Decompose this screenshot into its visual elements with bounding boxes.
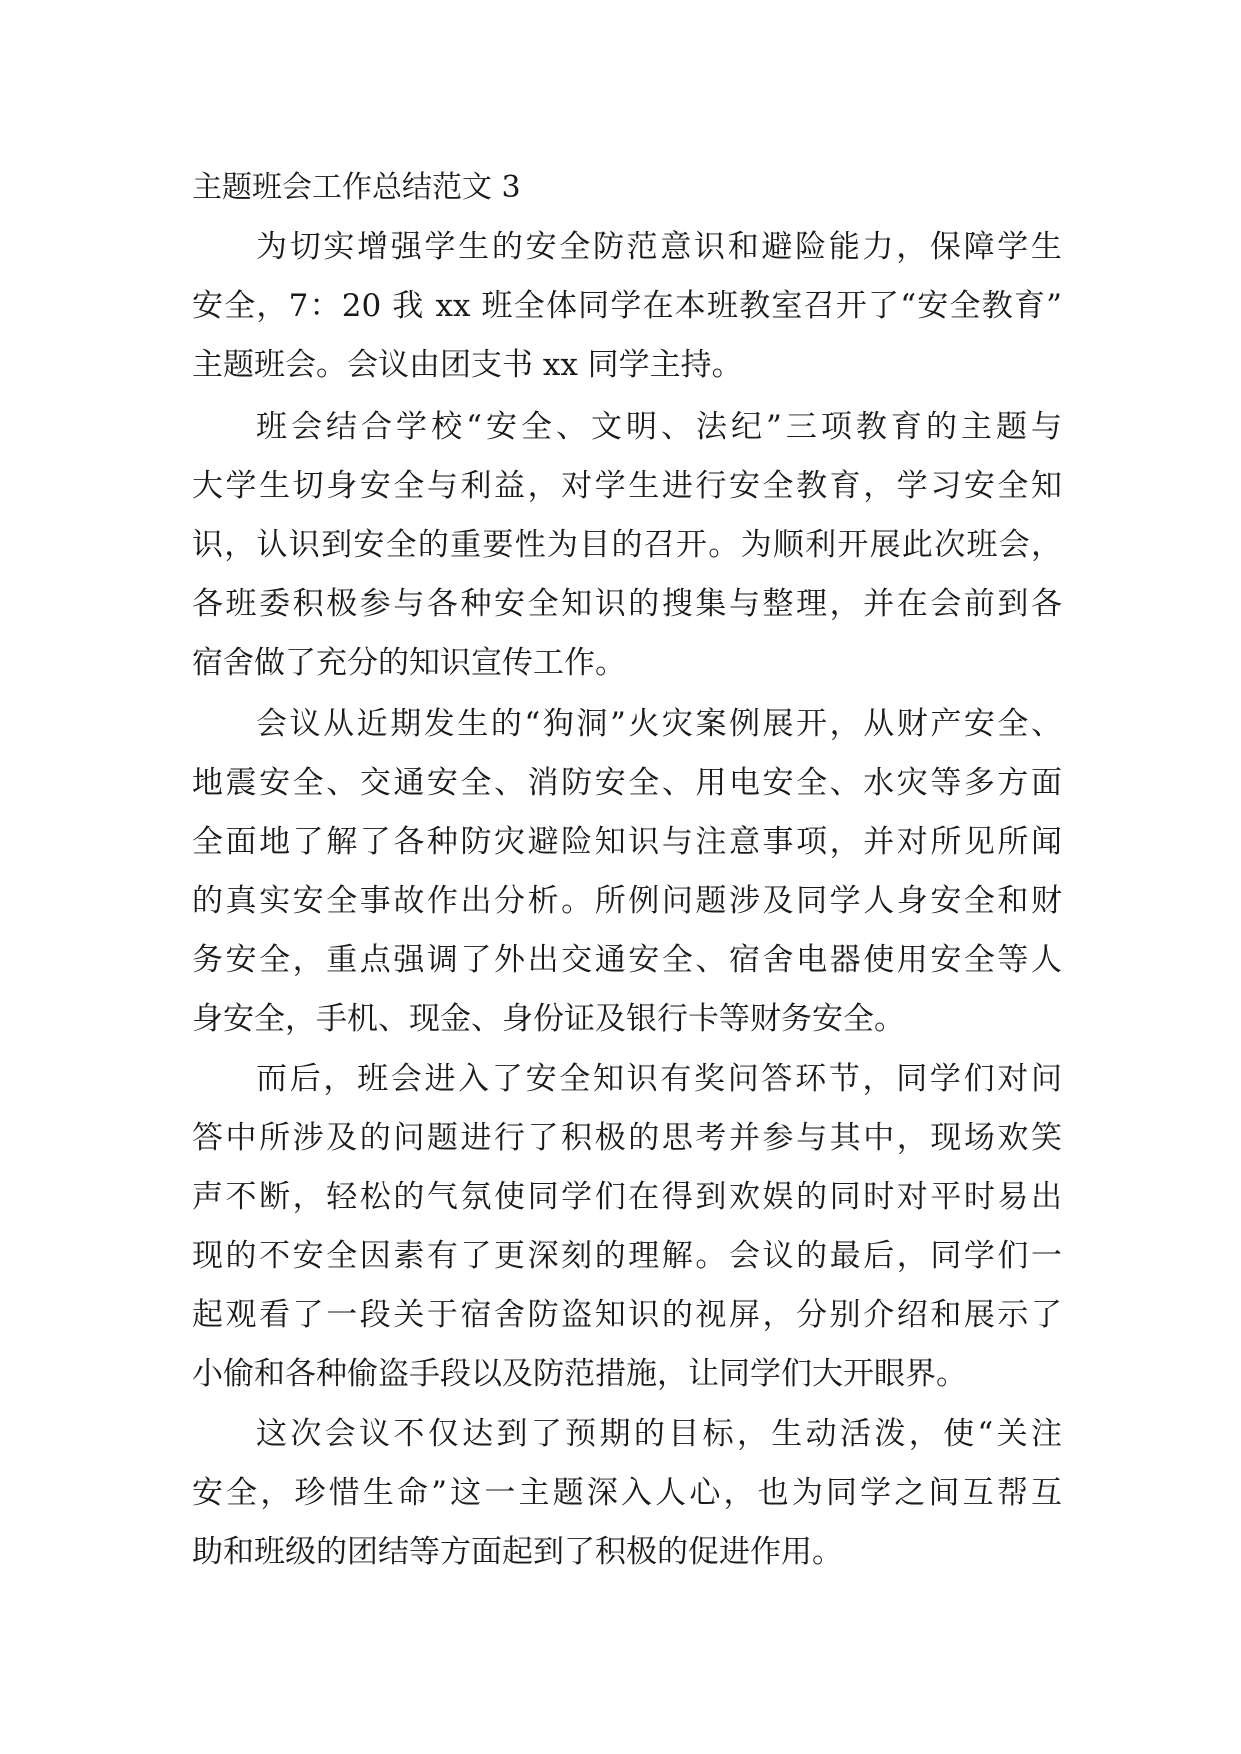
paragraph-5-line-3: 助和班级的团结等方面起到了积极的促进作用。 <box>192 1534 843 1570</box>
paragraph-4-line-4: 现的不安全因素有了更深刻的理解。会议的最后，同学们一 <box>192 1238 1062 1274</box>
paragraph-2-line-4: 各班委积极参与各种安全知识的搜集与整理，并在会前到各 <box>192 586 1062 622</box>
paragraph-4-line-3: 声不断，轻松的气氛使同学们在得到欢娱的同时对平时易出 <box>192 1179 1062 1215</box>
paragraph-1-line-3: 主题班会。会议由团支书 xx 同学主持。 <box>192 347 743 383</box>
paragraph-3-line-6: 身安全，手机、现金、身份证及银行卡等财务安全。 <box>192 1001 905 1037</box>
paragraph-2-line-3: 识，认识到安全的重要性为目的召开。为顺利开展此次班会， <box>192 527 1062 563</box>
paragraph-4-line-2: 答中所涉及的问题进行了积极的思考并参与其中，现场欢笑 <box>192 1120 1062 1156</box>
paragraph-3-line-3: 全面地了解了各种防灾避险知识与注意事项，并对所见所闻 <box>192 824 1062 860</box>
paragraph-3-line-4: 的真实安全事故作出分析。所例问题涉及同学人身安全和财 <box>192 883 1062 919</box>
paragraph-4-line-6: 小偷和各种偷盗手段以及防范措施，让同学们大开眼界。 <box>192 1356 967 1392</box>
paragraph-4-line-1: 而后，班会进入了安全知识有奖问答环节，同学们对问 <box>256 1061 1062 1097</box>
paragraph-4-line-5: 起观看了一段关于宿舍防盗知识的视屏，分别介绍和展示了 <box>192 1297 1062 1333</box>
paragraph-1-line-2: 安全，7：20 我 xx 班全体同学在本班教室召开了“安全教育” <box>192 288 1062 324</box>
paragraph-3-line-5: 务安全，重点强调了外出交通安全、宿舍电器使用安全等人 <box>192 942 1062 978</box>
paragraph-3-line-1: 会议从近期发生的“狗洞”火灾案例展开，从财产安全、 <box>256 706 1062 742</box>
paragraph-5-line-2: 安全，珍惜生命”这一主题深入人心，也为同学之间互帮互 <box>192 1475 1062 1511</box>
paragraph-1-line-1: 为切实增强学生的安全防范意识和避险能力，保障学生 <box>256 229 1062 265</box>
paragraph-2-line-1: 班会结合学校“安全、文明、法纪”三项教育的主题与 <box>256 409 1062 445</box>
document-title: 主题班会工作总结范文 3 <box>192 170 521 205</box>
paragraph-2-line-5: 宿舍做了充分的知识宣传工作。 <box>192 645 626 681</box>
paragraph-3-line-2: 地震安全、交通安全、消防安全、用电安全、水灾等多方面 <box>192 765 1062 801</box>
paragraph-5-line-1: 这次会议不仅达到了预期的目标，生动活泼，使“关注 <box>256 1416 1062 1452</box>
paragraph-2-line-2: 大学生切身安全与利益，对学生进行安全教育，学习安全知 <box>192 468 1062 504</box>
